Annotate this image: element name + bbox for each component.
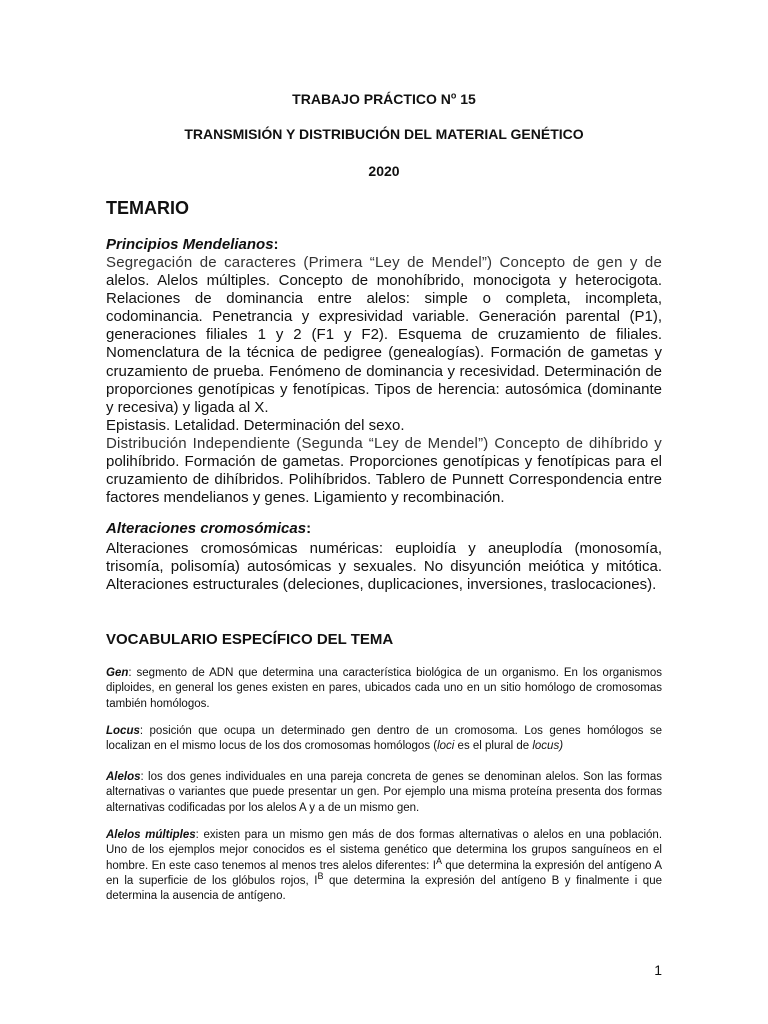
definition-alelos-text: : los dos genes individuales en una pareja concreta de genes se denominan alelos. Son las formas alternativas o variantes que puede presentar un gen. Por ejemplo una misma proteína presenta dos formas alternativas codificadas por los alelos A y a de un mismo gen. (106, 771, 662, 814)
definition-multiples-text-3: que determina la expresión del antígeno B y finalmente i que determina la ausencia de antígeno. (106, 874, 662, 903)
alteraciones-body (106, 540, 662, 594)
alteraciones-paragraph: Alteraciones cromosómicas numéricas: euploidía y aneuplodía (monosomía, trisomía, polisomía) autosómicas y sexuales. No disyunción meiótica y mitótica. Alteraciones estructurales (deleciones, duplicaciones, inversiones, traslocaciones). (106, 540, 662, 594)
document-title (0, 91, 768, 107)
distribucion-lead: Distribución Independiente (Segunda “Ley de Mendel”) Concepto de dihíbrido y (106, 434, 662, 452)
vocabulario-heading: VOCABULARIO ESPECÍFICO DEL TEMA (106, 631, 394, 648)
document-year: 2020 (368, 163, 400, 179)
definition-multiples-text-1: : existen para un mismo gen más de dos formas alternativas o alelos en una población. Uno de los ejemplos mejor conocidos es el sistema genético que determina los grupos sanguíneos en el hombre. En este caso tenemos al menos tres alelos diferentes: I (106, 829, 663, 872)
principios-paragraph-2: Epistasis. Letalidad. Determinación del sexo. (106, 416, 405, 434)
principios-heading-text: Principios Mendelianos (106, 236, 274, 253)
principios-body (106, 254, 662, 507)
term-alelos: Alelos (106, 771, 141, 783)
term-alelos-multiples: Alelos múltiples (106, 829, 196, 841)
temario-heading: TEMARIO (106, 198, 189, 218)
definition-locus-text: : posición que ocupa un determinado gen dentro de un cromosoma. Los genes homólogos se localizan en el mismo locus de los dos cromosomas homólogos ( (106, 725, 662, 753)
term-gen: Gen (106, 667, 129, 679)
word-locus: locus) (532, 740, 564, 753)
definition-multiples-text-2: que determina la expresión del antígeno A en la superficie de los glóbulos rojos, I (106, 859, 663, 887)
definition-gen-text: : segmento de ADN que determina una característica biológica de un organismo. En los organismos diploides, en general los genes existen en pares, ubicados cada uno en un sitio homólogo de cromosomas también homólogos. (106, 667, 662, 710)
title-text: TRABAJO PRÁCTICO N (292, 91, 451, 107)
document-subtitle: TRANSMISIÓN Y DISTRIBUCIÓN DEL MATERIAL GENÉTICO (184, 126, 584, 142)
definition-locus (106, 724, 662, 755)
segregacion-lead: Segregación de caracteres (Primera “Ley de Mendel”) Concepto de gen y de (106, 254, 662, 271)
superscript-a: A (435, 855, 442, 866)
segregacion-text: alelos. Alelos múltiples. Concepto de monohíbrido, monocigota y heterocigota. Relaciones de dominancia entre alelos: simple o completa, incompleta, codominancia. Penetrancia y expresividad variable. Generación parental (P1), generaciones filiales 1 y 2 (F1 y F2). Esquema de cruzamiento de filiales. Nomenclatura de la técnica de pedigree (genealogías). Formación de gametas y cruzamiento de prueba. Fenómeno de dominancia y recesividad. Determinación de proporciones genotípicas y fenotípicas. Tipos de herencia: autosómica (dominante y recesiva) y ligada al X. (106, 272, 662, 416)
distribucion-text: polihíbrido. Formación de gametas. Proporciones genotípicas y fenotípicas para el cruzamiento de dihíbridos. Polihíbridos. Tablero de Punnett Correspondencia entre factores mendelianos y genes. Ligamiento y recombinación. (106, 453, 662, 507)
definition-gen (106, 666, 662, 712)
principios-heading-colon: : (273, 236, 279, 253)
term-locus: Locus (106, 725, 140, 737)
page-number: 1 (654, 962, 662, 978)
definition-alelos-multiples (106, 828, 662, 904)
superscript-b: B (317, 871, 324, 882)
principios-paragraph-1 (106, 254, 662, 417)
alteraciones-heading-text: Alteraciones cromosómicas (106, 520, 307, 537)
definition-locus-mid: es el plural de (454, 740, 533, 753)
definition-alelos (106, 770, 662, 816)
title-superscript: o (450, 90, 457, 101)
principios-paragraph-3 (106, 435, 662, 507)
alteraciones-heading (106, 520, 311, 537)
principios-heading (106, 236, 279, 253)
alteraciones-heading-colon: : (306, 520, 312, 537)
word-loci: loci (437, 740, 455, 753)
title-number: 15 (456, 91, 476, 107)
